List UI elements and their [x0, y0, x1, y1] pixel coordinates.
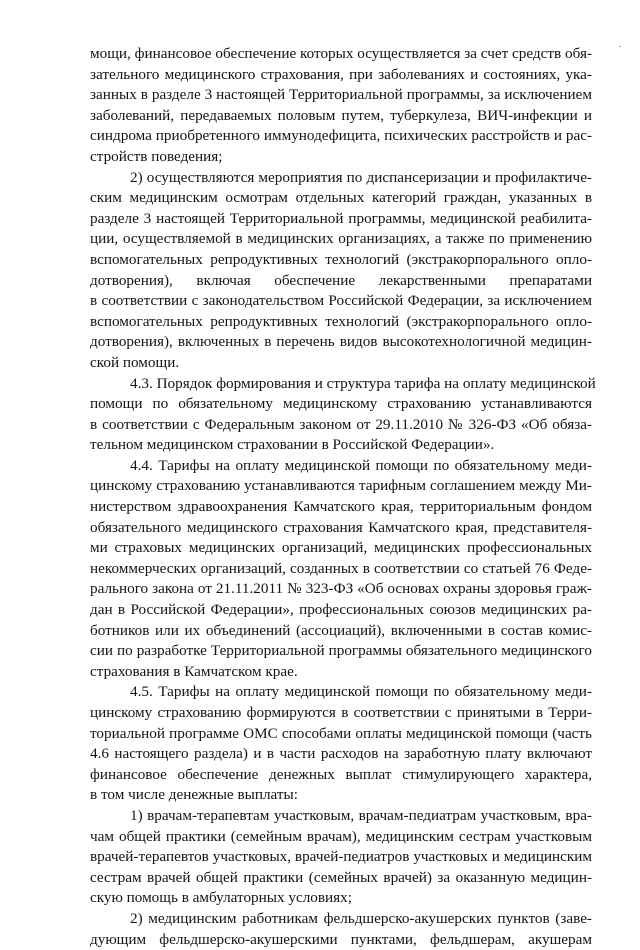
text-line: мощи, финансовое обеспечение которых осуществляется за счет средств обя-	[90, 45, 592, 62]
paragraph-4-5-item-2	[90, 909, 592, 950]
text-line: синдрома приобретенного иммунодефицита, психических расстройств и рас-	[90, 127, 592, 145]
text-line: рального закона от 21.11.2011 № 323-ФЗ «Об основах охраны здоровья граж-	[90, 580, 592, 598]
text-line: 4.4. Тарифы на оплату медицинской помощи по обязательному меди-	[130, 456, 592, 474]
text-line: 4.6 настоящего раздела) и в части расходов на заработную плату включают	[90, 745, 592, 763]
text-line: страхования в Камчатском крае.	[90, 662, 298, 680]
text-line: в соответствии с Федеральным законом от 29.11.2010 № 326-ФЗ «Об обяза-	[90, 415, 592, 433]
text-line: дан в Российской Федерации», профессиональных союзов медицинских ра-	[90, 601, 592, 619]
text-line: разделе 3 настоящей Территориальной программы, медицинской реабилита-	[90, 209, 592, 227]
text-line: дотворения), включая обеспечение лекарственными препаратами	[90, 271, 592, 289]
text-line: стройств поведения;	[90, 147, 223, 165]
text-line: финансовое обеспечение денежных выплат стимулирующего характера,	[90, 765, 592, 783]
text-line: 2) медицинским работникам фельдшерско-акушерских пунктов (заве-	[130, 909, 592, 927]
text-line: ториальной программе ОМС способами оплаты медицинской помощи (часть	[90, 724, 592, 742]
paragraph-continuation	[90, 44, 592, 168]
text-line: цинскому страхованию формируются в соответствии с принятыми в Терри-	[90, 704, 592, 721]
text-line: в соответствии с законодательством Российской Федерации, за исключением	[90, 292, 592, 310]
text-line: заболеваний, передаваемых половым путем, туберкулеза, ВИЧ-инфекции и	[90, 106, 592, 124]
text-line: ботников или их объединений (ассоциаций), включенными в состав комис-	[90, 621, 592, 639]
paragraph-4-4	[90, 456, 592, 683]
text-line: вспомогательных репродуктивных технологий (экстракорпорального опло-	[90, 250, 592, 268]
paragraph-4-5	[90, 682, 592, 806]
document-body	[90, 44, 596, 950]
text-line: ским медицинским осмотрам отдельных категорий граждан, указанных в	[90, 189, 592, 207]
text-line: 4.5. Тарифы на оплату медицинской помощи по обязательному меди-	[130, 683, 592, 701]
paragraph-4-5-item-1	[90, 806, 592, 909]
text-line: тельном медицинском страховании в Российской Федерации».	[90, 436, 495, 454]
text-line: ми страховых медицинских организаций, медицинских профессиональных	[90, 539, 592, 557]
text-line: ции, осуществляемой в медицинских организациях, а также по применению	[90, 230, 592, 248]
text-line: вспомогательных репродуктивных технологий (экстракорпорального опло-	[90, 312, 592, 330]
text-line: 2) осуществляются мероприятия по диспансеризации и профилактиче-	[130, 168, 592, 186]
text-line: врачей-терапевтов участковых, врачей-педиатров участковых и медицинским	[90, 848, 592, 866]
text-line: 4.3. Порядок формирования и структура тарифа на оплату медицинской	[130, 374, 596, 392]
text-line: дотворения), включенных в перечень видов высокотехнологичной медицин-	[90, 333, 592, 351]
paragraph-4-3	[90, 374, 596, 456]
text-line: сии по разработке Территориальной программы обязательного медицинского	[90, 642, 592, 660]
text-line: нистерством здравоохранения Камчатского края, территориальным фондом	[90, 498, 592, 516]
text-line: ской помощи.	[90, 353, 180, 371]
text-line: зательного медицинского страхования, при заболеваниях и состояниях, ука-	[90, 65, 592, 83]
text-line: занных в разделе 3 настоящей Территориальной программы, за исключением	[90, 86, 592, 104]
text-line: сестрам врачей общей практики (семейных врачей) за оказанную медицин-	[90, 868, 592, 886]
text-line: в том числе денежные выплаты:	[90, 786, 298, 804]
text-line: некоммерческих организаций, созданных в соответствии со статьей 76 Феде-	[90, 559, 592, 577]
text-line: обязательного медицинского страхования Камчатского края, представителя-	[90, 518, 592, 536]
text-line: 1) врачам-терапевтам участковым, врачам-педиатрам участковым, вра-	[130, 806, 592, 824]
text-line: чам общей практики (семейным врачам), медицинским сестрам участковым	[90, 827, 592, 845]
text-line: дующим фельдшерско-акушерскими пунктами, фельдшерам, акушерам	[90, 930, 592, 948]
text-line: цинскому страхованию устанавливаются тарифным соглашением между Ми-	[90, 477, 592, 495]
text-line: помощи по обязательному медицинскому страхованию устанавливаются	[90, 395, 592, 413]
text-line: скую помощь в амбулаторных условиях;	[90, 889, 352, 907]
paragraph-item-2	[90, 168, 592, 374]
scan-edge-mark: ·	[618, 41, 622, 53]
